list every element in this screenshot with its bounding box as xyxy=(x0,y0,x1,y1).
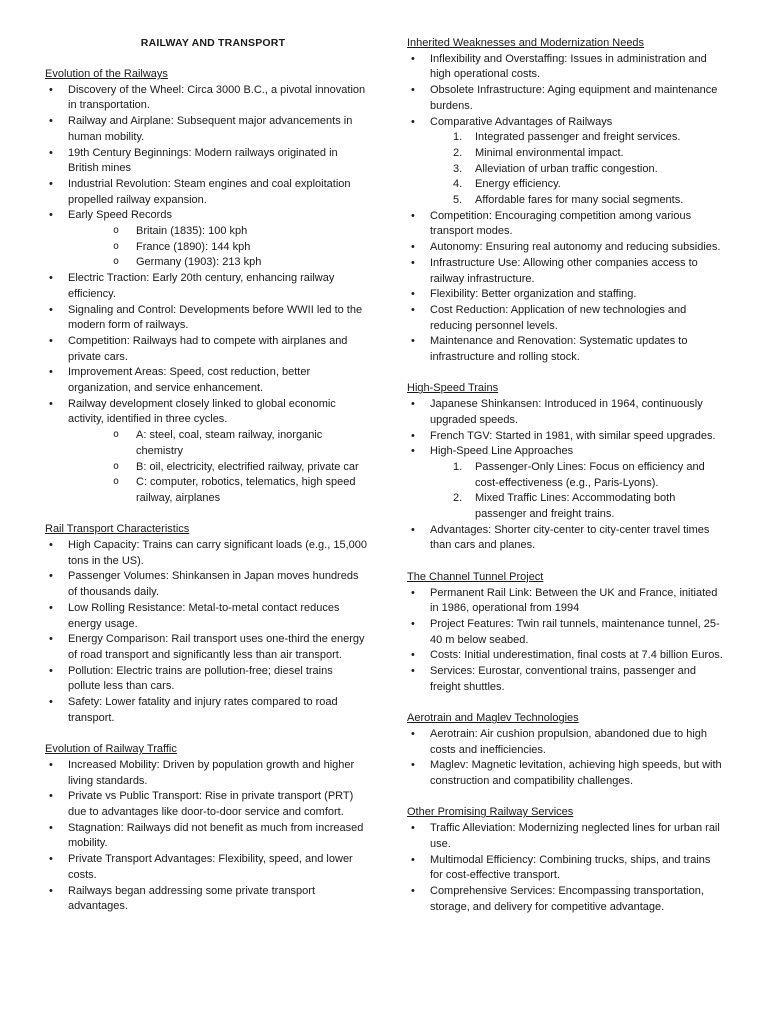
section-channel-tunnel xyxy=(407,570,725,696)
item-number: 5. xyxy=(453,194,463,207)
section-heading: The Channel Tunnel Project xyxy=(407,570,544,583)
sub-list-item: o Germany (1903): 213 kph xyxy=(113,255,367,271)
list-item: • Low Rolling Resistance: Metal-to-metal contact reduces energy usage. xyxy=(45,601,367,632)
item-text: Mixed Traffic Lines: Accommodating both passenger and freight trains. xyxy=(475,492,676,521)
section-heading: Rail Transport Characteristics xyxy=(45,523,190,536)
numbered-item xyxy=(453,146,725,162)
sub-list-cycles xyxy=(113,428,367,507)
item-text: Energy efficiency. xyxy=(475,178,561,191)
section-heading: Evolution of Railway Traffic xyxy=(45,743,177,756)
bullet-list xyxy=(407,397,725,554)
item-number: 2. xyxy=(453,146,463,159)
list-item-text: Comparative Advantages of Railways xyxy=(430,115,613,128)
section-heading: Aerotrain and Maglev Technologies xyxy=(407,712,579,725)
item-text: Minimal environmental impact. xyxy=(475,146,624,159)
item-number: 1. xyxy=(453,131,463,144)
list-item: • Services: Eurostar, conventional trains, passenger and freight shuttles. xyxy=(407,664,725,695)
numbered-list-advantages xyxy=(453,130,725,209)
list-item: • Infrastructure Use: Allowing other companies access to railway infrastructure. xyxy=(407,256,725,287)
list-item: • French TGV: Started in 1981, with similar speed upgrades. xyxy=(407,429,725,445)
list-item: • Cost Reduction: Application of new technologies and reducing personnel levels. xyxy=(407,303,725,334)
numbered-item xyxy=(453,460,725,491)
list-item: • Permanent Rail Link: Between the UK and France, initiated in 1986, operational from 1994 xyxy=(407,586,725,617)
section-rail-characteristics xyxy=(45,522,367,726)
bullet-list xyxy=(407,52,725,366)
sub-list-item: o B: oil, electricity, electrified railway, private car xyxy=(113,460,367,476)
numbered-item xyxy=(453,130,725,146)
item-text: Integrated passenger and freight services. xyxy=(475,131,681,144)
left-column xyxy=(45,36,367,931)
list-item: • Passenger Volumes: Shinkansen in Japan moves hundreds of thousands daily. xyxy=(45,569,367,600)
numbered-item xyxy=(453,491,725,522)
list-item: • Railway and Airplane: Subsequent major advancements in human mobility. xyxy=(45,114,367,145)
list-item: • Private vs Public Transport: Rise in private transport (PRT) due to advantages like door-to-door service and comfort. xyxy=(45,789,367,820)
section-heading: Evolution of the Railways xyxy=(45,68,168,80)
list-item: • Advantages: Shorter city-center to city-center travel times than cars and planes. xyxy=(407,523,725,554)
list-item: • 19th Century Beginnings: Modern railways originated in British mines xyxy=(45,146,367,177)
list-item: • Flexibility: Better organization and staffing. xyxy=(407,287,725,303)
list-item: • Stagnation: Railways did not benefit as much from increased mobility. xyxy=(45,821,367,852)
item-number: 2. xyxy=(453,492,463,505)
sub-list-item: o Britain (1835): 100 kph xyxy=(113,224,367,240)
item-number: 1. xyxy=(453,460,463,473)
sub-list-item: o C: computer, robotics, telematics, high speed railway, airplanes xyxy=(113,475,367,506)
list-item: • Traffic Alleviation: Modernizing neglected lines for urban rail use. xyxy=(407,821,725,852)
numbered-list-approaches xyxy=(453,460,725,523)
section-railway-traffic xyxy=(45,742,367,915)
numbered-item xyxy=(453,162,725,178)
list-item: • Industrial Revolution: Steam engines and coal exploitation propelled railway expansion. xyxy=(45,177,367,208)
section-evolution-of-railways xyxy=(45,67,367,507)
list-item xyxy=(45,397,367,507)
list-item: • Railways began addressing some private transport advantages. xyxy=(45,884,367,915)
list-item: • Increased Mobility: Driven by population growth and higher living standards. xyxy=(45,758,367,789)
section-heading: High-Speed Trains xyxy=(407,382,499,395)
sub-list-item: o France (1890): 144 kph xyxy=(113,240,367,256)
list-item-text: Railway development closely linked to global economic activity, identified in three cycles. xyxy=(68,397,336,426)
list-item: • Energy Comparison: Rail transport uses one-third the energy of road transport and significantly less than air transport. xyxy=(45,632,367,663)
list-item: • Maintenance and Renovation: Systematic updates to infrastructure and rolling stock. xyxy=(407,334,725,365)
list-item: • Improvement Areas: Speed, cost reduction, better organization, and service enhancement. xyxy=(45,365,367,396)
list-item: • Safety: Lower fatality and injury rates compared to road transport. xyxy=(45,695,367,726)
item-number: 4. xyxy=(453,178,463,191)
list-item: • Obsolete Infrastructure: Aging equipment and maintenance burdens. xyxy=(407,83,725,114)
section-heading: Other Promising Railway Services xyxy=(407,806,574,819)
list-item: • Signaling and Control: Developments before WWII led to the modern form of railways. xyxy=(45,303,367,334)
numbered-item xyxy=(453,193,725,209)
list-item-text: High-Speed Line Approaches xyxy=(430,445,574,458)
list-item: • Autonomy: Ensuring real autonomy and reducing subsidies. xyxy=(407,240,725,256)
list-item: • Project Features: Twin rail tunnels, maintenance tunnel, 25-40 m below seabed. xyxy=(407,617,725,648)
section-weaknesses xyxy=(407,36,725,366)
bullet-list xyxy=(407,821,725,915)
bullet-list xyxy=(45,538,367,726)
list-item: • Costs: Initial underestimation, final costs at 7.4 billion Euros. xyxy=(407,648,725,664)
right-column xyxy=(407,36,725,931)
bullet-list xyxy=(45,83,367,507)
section-high-speed-trains xyxy=(407,381,725,554)
list-item: • Maglev: Magnetic levitation, achieving high speeds, but with construction and compatibility challenges. xyxy=(407,758,725,789)
bullet-list xyxy=(407,727,725,790)
bullet-list xyxy=(407,586,725,696)
item-text: Affordable fares for many social segments. xyxy=(475,194,684,207)
list-item: • Inflexibility and Overstaffing: Issues in administration and high operational costs. xyxy=(407,52,725,83)
list-item: • Electric Traction: Early 20th century, enhancing railway efficiency. xyxy=(45,271,367,302)
list-item: • Aerotrain: Air cushion propulsion, abandoned due to high costs and inefficiencies. xyxy=(407,727,725,758)
bullet-list xyxy=(45,758,367,915)
list-item xyxy=(407,115,725,209)
sub-list-item: o A: steel, coal, steam railway, inorganic chemistry xyxy=(113,428,367,459)
list-item: • Japanese Shinkansen: Introduced in 1964, continuously upgraded speeds. xyxy=(407,397,725,428)
section-aerotrain-maglev xyxy=(407,711,725,790)
list-item: • Pollution: Electric trains are pollution-free; diesel trains pollute less than cars. xyxy=(45,664,367,695)
sub-list-speed-records xyxy=(113,224,367,271)
list-item-text: Early Speed Records xyxy=(68,209,172,222)
numbered-item xyxy=(453,177,725,193)
list-item: • Private Transport Advantages: Flexibility, speed, and lower costs. xyxy=(45,852,367,883)
item-text: Alleviation of urban traffic congestion. xyxy=(475,162,658,175)
list-item: • Discovery of the Wheel: Circa 3000 B.C., a pivotal innovation in transportation. xyxy=(45,83,367,114)
list-item xyxy=(407,444,725,523)
list-item xyxy=(45,208,367,271)
list-item: • High Capacity: Trains can carry significant loads (e.g., 15,000 tons in the US). xyxy=(45,538,367,569)
document-title: RAILWAY AND TRANSPORT xyxy=(140,37,286,49)
item-number: 3. xyxy=(453,162,463,175)
item-text: Passenger-Only Lines: Focus on efficiency and cost-effectiveness (e.g., Paris-Lyons). xyxy=(475,460,705,489)
section-heading: Inherited Weaknesses and Modernization Needs xyxy=(407,37,645,49)
list-item: • Multimodal Efficiency: Combining trucks, ships, and trains for cost-effective transport. xyxy=(407,853,725,884)
list-item: • Competition: Encouraging competition among various transport modes. xyxy=(407,209,725,240)
list-item: • Competition: Railways had to compete with airplanes and private cars. xyxy=(45,334,367,365)
section-other-services xyxy=(407,805,725,915)
list-item: • Comprehensive Services: Encompassing transportation, storage, and delivery for competitive advantage. xyxy=(407,884,725,915)
